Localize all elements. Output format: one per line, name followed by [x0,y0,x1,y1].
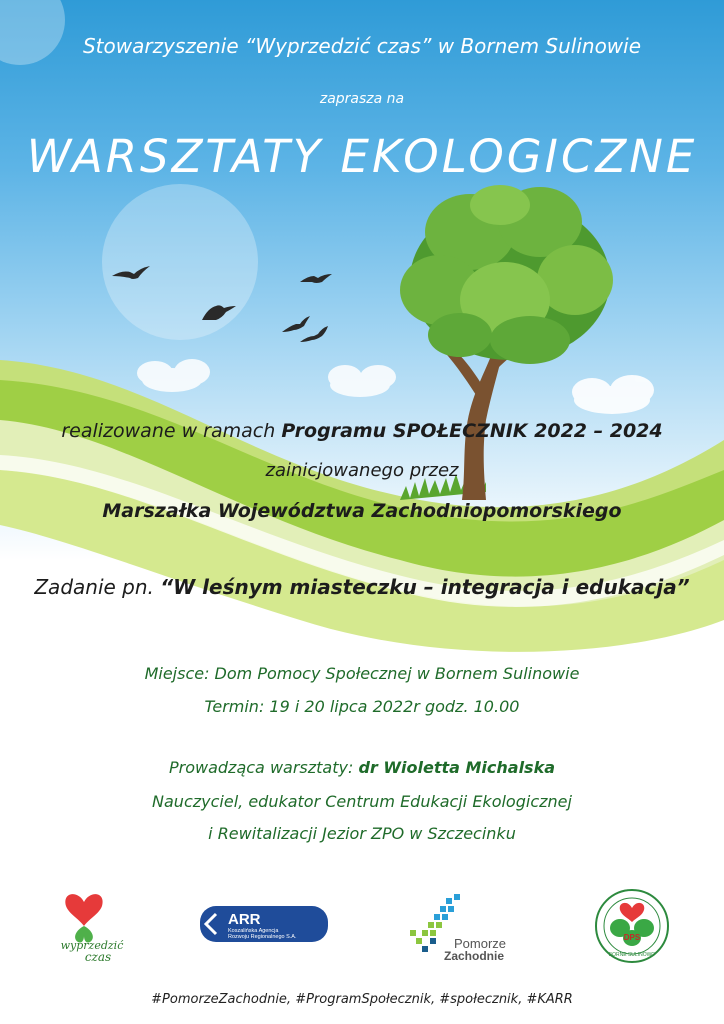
svg-text:Zachodnie: Zachodnie [444,949,505,963]
program-name: Programu SPOŁECZNIK 2022 – 2024 [281,420,663,442]
svg-text:Pomorze: Pomorze [454,936,507,951]
svg-text:wyprzedzić: wyprzedzić [60,939,124,952]
leader-role-line2: i Rewitalizacji Jezior ZPO w Szczecinku [208,824,516,843]
pixel-wave-icon [406,892,524,964]
cloud-center [328,365,396,397]
cloud-right [572,375,654,414]
svg-text:Rozwoju Regionalnego S.A.: Rozwoju Regionalnego S.A. [228,934,297,940]
page-title: WARSZTATY EKOLOGICZNE [26,130,698,183]
leader-role-line1: Nauczyciel, edukator Centrum Edukacji Ekologicznej [152,792,572,811]
karr-badge [200,906,328,942]
wyprzedzic-czas-logo [48,884,138,964]
tree-crown [400,185,613,364]
invitation-text: zaprasza na [319,91,405,107]
bird-icon [300,326,328,342]
svg-text:ARR: ARR [228,911,261,928]
task-prefix: Zadanie pn. [34,575,154,599]
karr-logo [200,906,328,942]
svg-text:BORNE SULINOWO: BORNE SULINOWO [608,952,656,958]
place-text: Miejsce: Dom Pomocy Społecznej w Bornem Sulinowie [144,664,580,683]
date-text: Termin: 19 i 20 lipca 2022r godz. 10.00 [204,697,520,716]
marshal-name: Marszałka Województwa Zachodniopomorskiego [102,500,622,522]
cloud-left [137,359,210,392]
dps-emblem [594,888,670,964]
initiated-by-text: zainicjowanego przez [265,460,459,481]
svg-text:Koszalińska Agencja: Koszalińska Agencja [228,928,279,934]
organization-name: Stowarzyszenie “Wyprzedzić czas” w Bornem Sulinowie [82,34,642,58]
bird-icon [300,274,332,283]
leader-prefix: Prowadząca warsztaty: [168,758,354,777]
svg-text:DPS: DPS [623,933,641,942]
svg-text:czas: czas [84,950,112,964]
dps-logo [594,888,670,964]
program-prefix: realizowane w ramach [61,420,276,442]
heart-icon [48,884,138,964]
task-line [0,575,724,599]
sun-circle [102,184,258,340]
pomorze-zachodnie-logo [406,892,524,964]
program-line [0,420,724,442]
bird-icon [282,316,310,332]
task-name: “W leśnym miasteczku – integracja i edukacja” [160,575,690,599]
leader-line [0,758,724,777]
leader-name: dr Wioletta Michalska [358,758,556,777]
hashtags: #PomorzeZachodnie, #ProgramSpołecznik, #społecznik, #KARR [151,992,573,1007]
